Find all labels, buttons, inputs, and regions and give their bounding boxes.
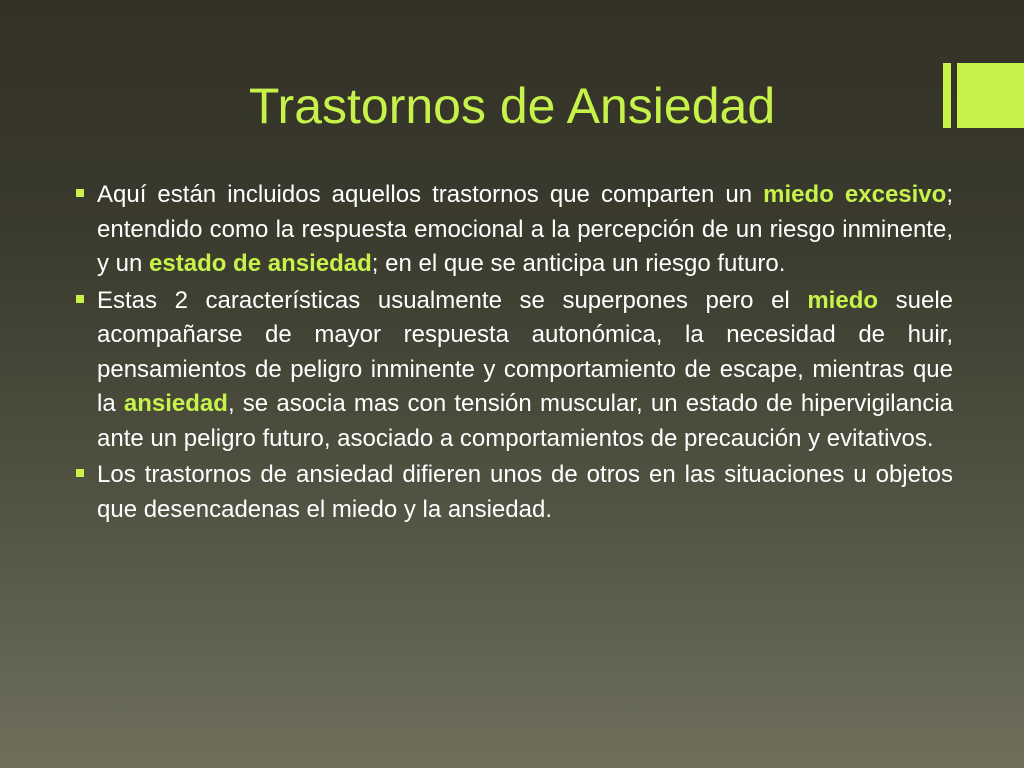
square-bullet-icon: [76, 469, 84, 477]
square-bullet-icon: [76, 295, 84, 303]
bullet-item: [72, 284, 953, 457]
text-segment: Aquí están incluidos aquellos trastornos que comparten un: [97, 181, 764, 208]
square-bullet-icon: [76, 189, 84, 197]
text-segment: ; en el que se anticipa un riesgo futuro.: [371, 250, 786, 277]
text-segment: ; entendido como la respuesta emocional a la percepción de un riesgo inminente, y un: [97, 181, 953, 277]
text-segment: , se asocia mas con tensión muscular, un estado de hipervigilancia ante un peligro futuro, asociado a comportamientos de precaución y evitativos.: [97, 390, 953, 452]
bullet-list: [72, 178, 953, 529]
bullet-text: [97, 458, 953, 527]
highlight-term: miedo excesivo: [763, 181, 947, 208]
slide-title: Trastornos de Ansiedad: [248, 78, 776, 134]
text-segment: Estas 2 características usualmente se superpones pero el: [97, 286, 808, 314]
bullet-text: [97, 178, 953, 282]
text-segment: Los trastornos de ansiedad difieren unos de otros en las situaciones u objetos que desencadenas el miedo y la ansiedad.: [97, 461, 953, 523]
bullet-item: [72, 178, 953, 282]
text-segment: suele acompañarse de mayor respuesta autonómica, la necesidad de huir, pensamientos de peligro inminente y comportamiento de escape, mientras que la: [97, 286, 953, 417]
bullet-text: [97, 284, 953, 457]
highlight-term: estado de ansiedad: [149, 250, 372, 277]
highlight-term: miedo: [807, 286, 879, 314]
highlight-term: ansiedad: [123, 390, 228, 417]
bullet-item: [72, 458, 953, 527]
